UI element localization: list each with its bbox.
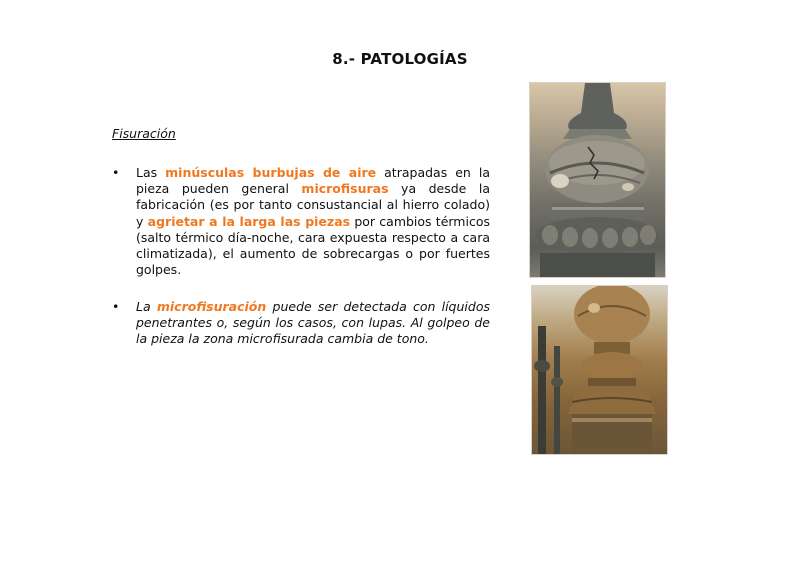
text-segment: puede ser detectada con líquidos penetrantes o, según los casos, con lupas. Al golpeo de la pieza la zona microfisurada cambia de tono. xyxy=(136,299,490,347)
highlight-text: microfisuración xyxy=(156,299,267,314)
bullet-text-1 xyxy=(136,165,490,278)
highlight-text: agrietar a la larga las piezas xyxy=(147,213,351,229)
section-title: Fisuración xyxy=(112,126,176,141)
text-segment: atrapadas en la pieza pueden general xyxy=(136,165,490,197)
highlight-text: microfisuras xyxy=(301,181,389,197)
lamppost-crack-photo xyxy=(529,82,666,278)
highlight-text: minúsculas burbujas de aire xyxy=(165,165,377,180)
text-segment: Las xyxy=(136,165,166,180)
bullet-icon: • xyxy=(112,299,120,314)
bullet-icon: • xyxy=(112,165,120,180)
text-segment: La xyxy=(136,299,157,314)
rusted-column-photo xyxy=(531,285,668,455)
text-segment: por cambios térmicos (salto térmico día-noche, cara expuesta respecto a cara climatizada), el aumento de sobrecargas o por fuertes golpes. xyxy=(136,213,490,278)
lamppost-crack-illustration xyxy=(530,83,665,277)
rusted-column-illustration xyxy=(532,286,667,454)
text-segment: ya desde la fabricación (es por tanto consustancial al hierro colado) y xyxy=(136,181,490,229)
bullet-text-2 xyxy=(136,299,490,348)
page-title: 8.- PATOLOGÍAS xyxy=(332,50,468,68)
